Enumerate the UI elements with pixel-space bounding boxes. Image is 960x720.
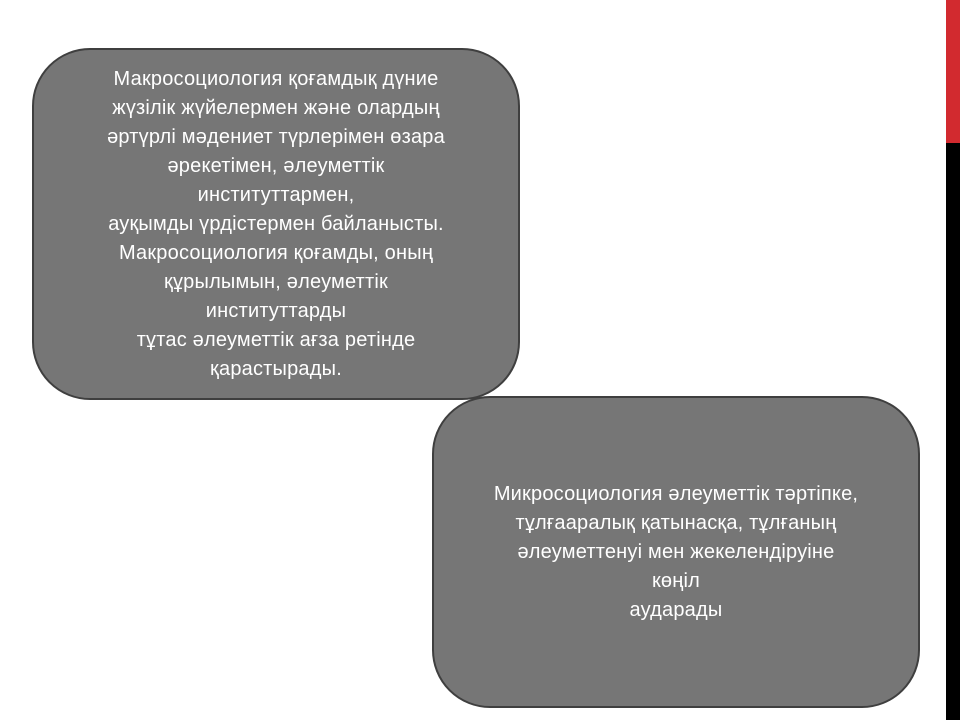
macrosociology-text: Макросоциология қоғамдық дүние жүзілік жүйелермен және олардың әртүрлі мәдениет түрлерімен өзара әрекетімен, әлеуметтік институттармен, ауқымды үрдістермен байланысты. Макросоциология қоғамды, оның құрылымын, әлеуметтік институттарды тұтас әлеуметтік ағза ретінде қарастырады.	[107, 67, 445, 380]
microsociology-text: Микросоциология әлеуметтік тәртіпке, тұлғааралық қатынасқа, тұлғаның әлеуметтенуі мен жекелендіруіне көңіл аударады	[493, 482, 859, 621]
microsociology-box	[432, 396, 920, 708]
accent-bar-black	[946, 143, 960, 720]
macrosociology-box	[32, 48, 520, 400]
accent-bar-red	[946, 0, 960, 143]
